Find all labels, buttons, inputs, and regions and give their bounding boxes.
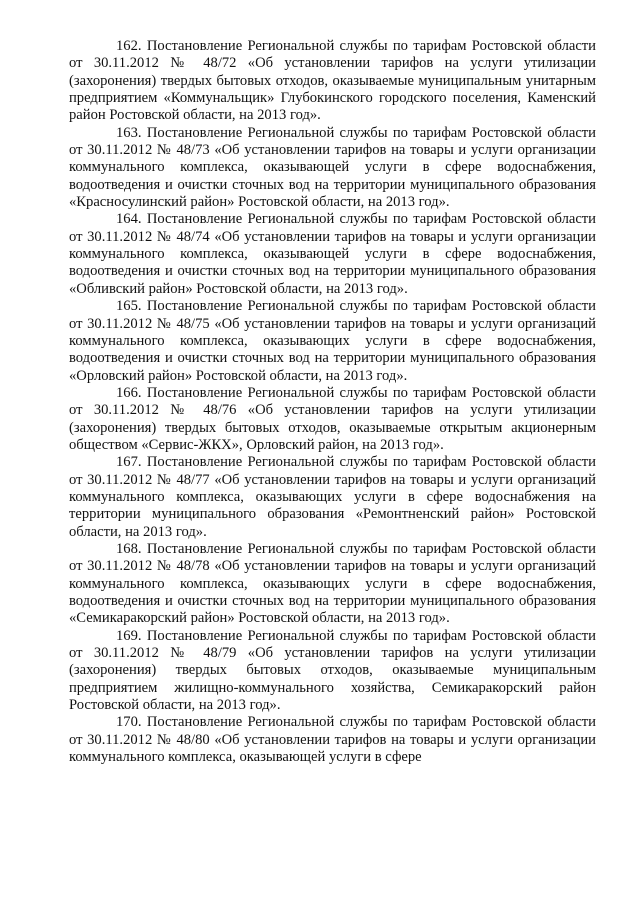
list-item: 167. Постановление Региональной службы по тарифам Ростовской области от 30.11.2012 № 48/77 «Об установлении тарифов на товары и услуги организаций коммунального комплекса, оказывающих услуги в сфере водоснабжения на территории муниципального образования «Ремонтненский район» Ростовской области, на 2013 год». (69, 454, 596, 540)
list-item: 162. Постановление Региональной службы по тарифам Ростовской области от 30.11.2012 № 48/72 «Об установлении тарифов на услуги утилизации (захоронения) твердых бытовых отходов, оказываемые муниципальным унитарным предприятием «Коммунальщик» Глубокинского городского поселения, Каменский район Ростовской области, на 2013 год». (69, 38, 596, 124)
list-item: 165. Постановление Региональной службы по тарифам Ростовской области от 30.11.2012 № 48/75 «Об установлении тарифов на товары и услуги организаций коммунального комплекса, оказывающих услуги в сфере водоснабжения, водоотведения и очистки сточных вод на территории муниципального образования «Орловский район» Ростовской области, на 2013 год». (69, 298, 596, 384)
document-page (69, 38, 596, 766)
list-item: 163. Постановление Региональной службы по тарифам Ростовской области от 30.11.2012 № 48/73 «Об установлении тарифов на товары и услуги организации коммунального комплекса, оказывающей услуги в сфере водоснабжения, водоотведения и очистки сточных вод на территории муниципального образования «Красносулинский район» Ростовской области, на 2013 год». (69, 124, 596, 211)
list-item: 168. Постановление Региональной службы по тарифам Ростовской области от 30.11.2012 № 48/78 «Об установлении тарифов на товары и услуги организаций коммунального комплекса, оказывающих услуги в сфере водоснабжения, водоотведения и очистки сточных вод на территории муниципального образования «Семикаракорский район» Ростовской области, на 2013 год». (69, 540, 596, 627)
list-item: 166. Постановление Региональной службы по тарифам Ростовской области от 30.11.2012 № 48/76 «Об установлении тарифов на услуги утилизации (захоронения) твердых бытовых отходов, оказываемые открытым акционерным обществом «Сервис-ЖКХ», Орловский район, на 2013 год». (69, 384, 596, 453)
list-item: 170. Постановление Региональной службы по тарифам Ростовской области от 30.11.2012 № 48/80 «Об установлении тарифов на товары и услуги организации коммунального комплекса, оказывающей услуги в сфере (69, 714, 596, 766)
list-item: 169. Постановление Региональной службы по тарифам Ростовской области от 30.11.2012 № 48/79 «Об установлении тарифов на услуги утилизации (захоронения) твердых бытовых отходов, оказываемые муниципальным предприятием жилищно-коммунального хозяйства, Семикаракорский район Ростовской области, на 2013 год». (69, 627, 596, 714)
list-item: 164. Постановление Региональной службы по тарифам Ростовской области от 30.11.2012 № 48/74 «Об установлении тарифов на товары и услуги организации коммунального комплекса, оказывающей услуги в сфере водоснабжения, водоотведения и очистки сточных вод на территории муниципального образования «Обливский район» Ростовской области, на 2013 год». (69, 211, 596, 297)
